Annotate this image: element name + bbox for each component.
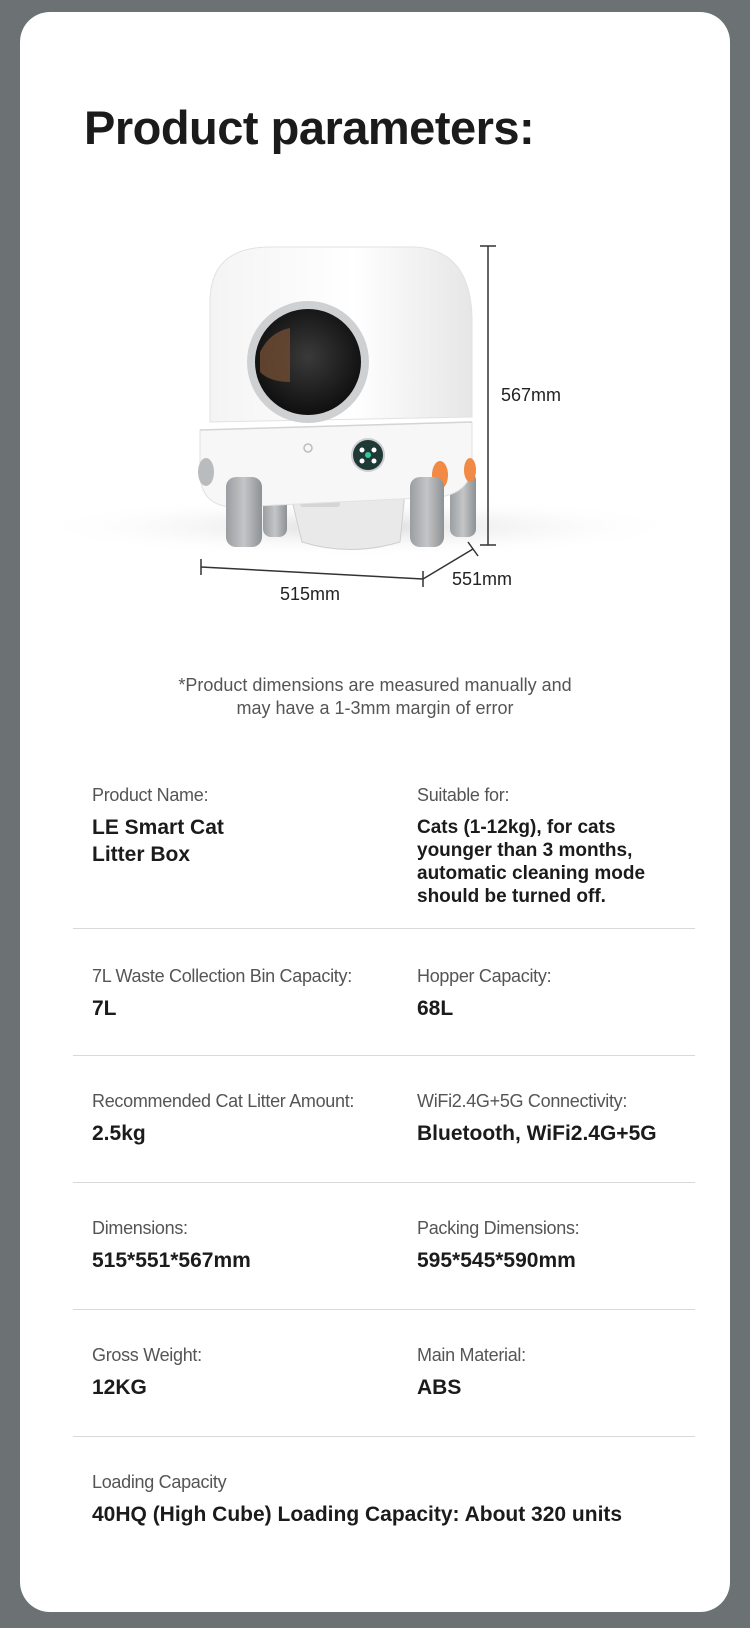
spec-value-line: Cats (1-12kg), for cats [417, 817, 616, 838]
note-line-2: may have a 1-3mm margin of error [236, 698, 514, 718]
spec-value: 2.5kg [92, 1122, 146, 1145]
product-card [20, 12, 730, 1612]
front-left-leg [226, 477, 262, 547]
width-label: 515mm [280, 584, 341, 604]
spec-cell [92, 1471, 692, 1527]
spec-label: Suitable for: [417, 785, 510, 805]
spec-value: 7L [92, 997, 117, 1020]
spec-cell [417, 784, 692, 908]
spec-label: Packing Dimensions: [417, 1218, 580, 1238]
spec-label: WiFi2.4G+5G Connectivity: [417, 1091, 628, 1111]
spec-value [417, 816, 692, 908]
spec-cell [417, 1217, 692, 1273]
spec-label: Main Material: [417, 1345, 526, 1365]
spec-cell [92, 1090, 382, 1146]
spec-value: 515*551*567mm [92, 1249, 251, 1272]
front-right-leg [410, 477, 444, 547]
spec-cell [92, 1217, 382, 1273]
page-title: Product parameters: [84, 101, 535, 154]
spec-row [73, 780, 695, 929]
spec-cell [417, 965, 692, 1021]
specs-table [73, 780, 695, 1557]
spec-value [92, 816, 382, 867]
product-figure [20, 222, 730, 642]
depth-label: 551mm [452, 569, 513, 589]
spec-value-line: younger than 3 months, [417, 840, 633, 861]
spec-label: Gross Weight: [92, 1345, 202, 1365]
spec-label: Hopper Capacity: [417, 966, 552, 986]
spec-label: Loading Capacity [92, 1472, 227, 1492]
spec-value-line: automatic cleaning mode [417, 863, 646, 884]
spec-value: 40HQ (High Cube) Loading Capacity: About 320 units [92, 1503, 623, 1526]
litter-box-illustration [20, 222, 730, 642]
side-light-back [464, 458, 476, 482]
spec-cell [417, 1090, 692, 1146]
spec-row [73, 929, 695, 1056]
spec-value: ABS [417, 1376, 462, 1399]
note-line-1: *Product dimensions are measured manually and [178, 675, 572, 695]
spec-value: Bluetooth, WiFi2.4G+5G [417, 1122, 657, 1145]
spec-value: 68L [417, 997, 454, 1020]
spec-row [73, 1310, 695, 1437]
spec-cell [417, 1344, 692, 1400]
spec-label: 7L Waste Collection Bin Capacity: [92, 966, 352, 986]
spec-value-line: LE Smart Cat [92, 816, 224, 839]
spec-value-line: Litter Box [92, 843, 191, 866]
spec-label: Dimensions: [92, 1218, 188, 1238]
spec-cell [92, 784, 382, 867]
spec-value-line: should be turned off. [417, 886, 606, 907]
spec-value: 12KG [92, 1376, 147, 1399]
spec-row [73, 1183, 695, 1310]
width-dimension-line [201, 567, 423, 579]
spec-cell [92, 1344, 382, 1400]
spec-value: 595*545*590mm [417, 1249, 576, 1272]
measurement-note [20, 674, 730, 720]
spec-row [73, 1437, 695, 1557]
spec-cell [92, 965, 382, 1021]
spec-row [73, 1056, 695, 1183]
spec-label: Recommended Cat Litter Amount: [92, 1091, 355, 1111]
spec-label: Product Name: [92, 785, 209, 805]
height-label: 567mm [501, 385, 562, 405]
